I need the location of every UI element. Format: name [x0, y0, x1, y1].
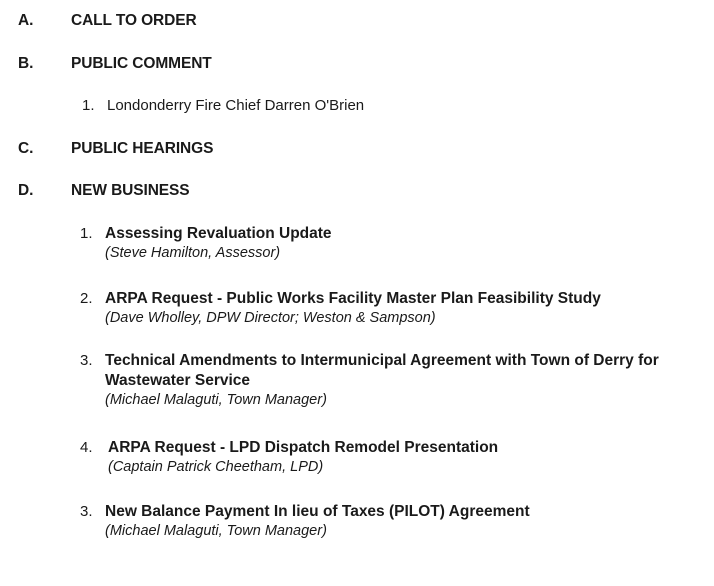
section-letter: A.: [18, 12, 34, 29]
section-title: PUBLIC COMMENT: [71, 55, 212, 72]
item-title: Assessing Revaluation Update: [105, 225, 332, 242]
item-number: 2.: [80, 290, 93, 307]
item-number: 4.: [80, 439, 93, 456]
item-title-line2: Wastewater Service: [105, 372, 251, 389]
item-title: New Balance Payment In lieu of Taxes (PILOT) Agreement: [105, 503, 530, 520]
section-title: CALL TO ORDER: [71, 12, 197, 29]
item-presenter: (Captain Patrick Cheetham, LPD): [108, 459, 324, 475]
section-letter: C.: [18, 140, 34, 157]
item-presenter: (Michael Malaguti, Town Manager): [105, 523, 327, 539]
item-presenter: (Dave Wholley, DPW Director; Weston & Sampson): [105, 310, 436, 326]
section-title: PUBLIC HEARINGS: [71, 140, 214, 157]
item-number: 1.: [80, 225, 93, 242]
item-presenter: (Michael Malaguti, Town Manager): [105, 392, 327, 408]
item-text: Londonderry Fire Chief Darren O'Brien: [107, 97, 365, 114]
item-number: 1.: [82, 97, 95, 114]
item-number: 3.: [80, 352, 93, 369]
section-letter: B.: [18, 55, 34, 72]
item-number: 3.: [80, 503, 93, 520]
section-title: NEW BUSINESS: [71, 182, 190, 199]
section-letter: D.: [18, 182, 34, 199]
item-title-line1: Technical Amendments to Intermunicipal Agreement with Town of Derry for: [105, 352, 659, 369]
item-title: ARPA Request - LPD Dispatch Remodel Presentation: [108, 439, 499, 456]
item-presenter: (Steve Hamilton, Assessor): [105, 245, 281, 261]
item-title: ARPA Request - Public Works Facility Master Plan Feasibility Study: [105, 290, 601, 307]
